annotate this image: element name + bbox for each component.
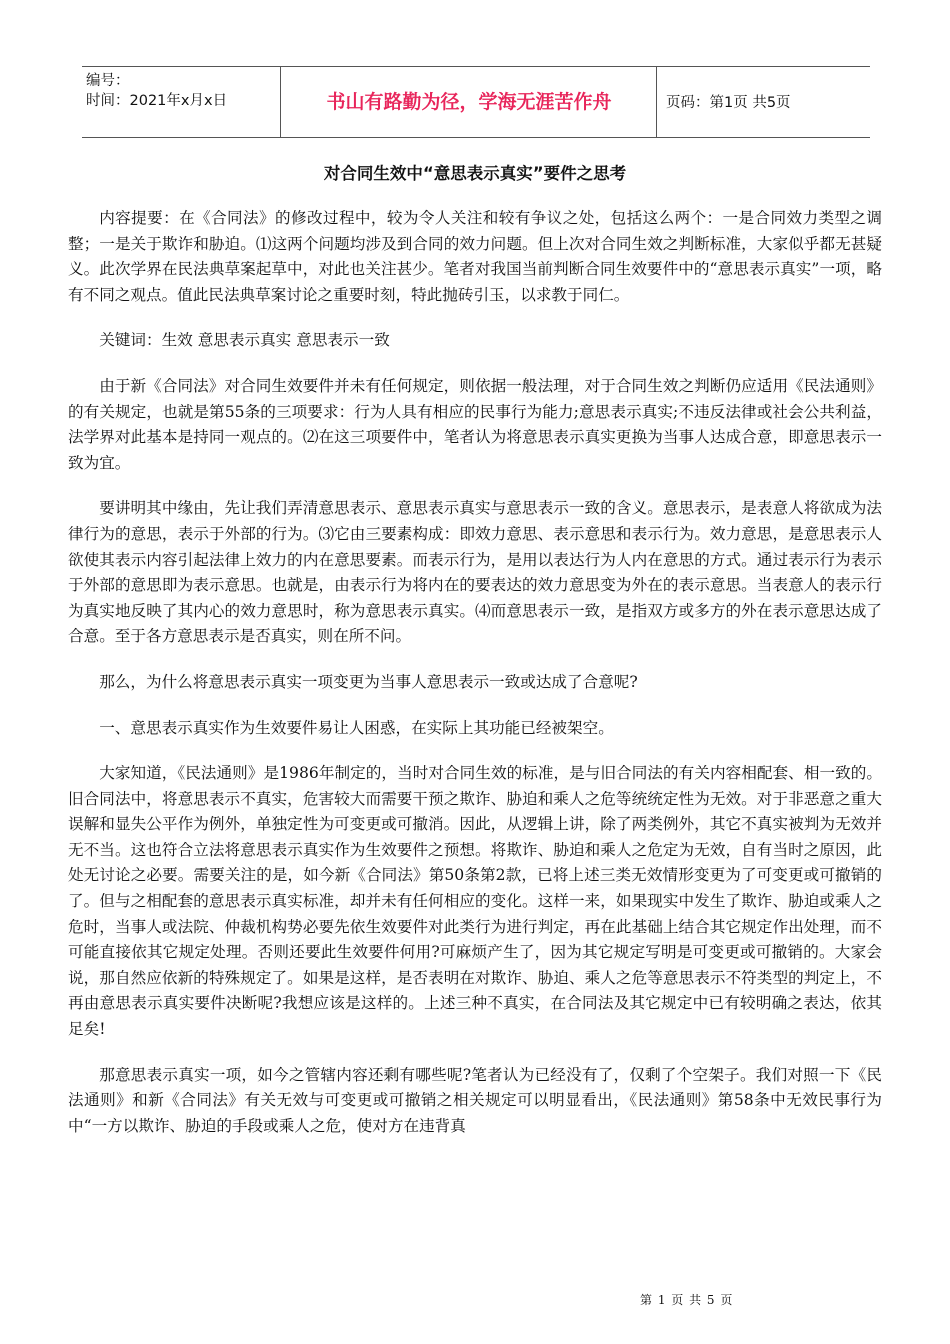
date-label: 时间：2021年x月x日: [86, 93, 228, 109]
body-paragraph: 那意思表示真实一项，如今之管辖内容还剩有哪些呢?笔者认为已经没有了，仅剩了个空架子。我们对照一下《民法通则》和新《合同法》有关无效与可变更或可撤销之相关规定可以明显看出，《民法通则》第58条中无效民事行为中“一方以欺诈、胁迫的手段或乘人之危，使对方在违背真: [68, 1065, 882, 1135]
section-heading: 一、意思表示真实作为生效要件易让人困惑，在实际上其功能已经被架空。: [99, 718, 614, 737]
page-footer: 第 1 页 共 5 页: [640, 1293, 734, 1307]
number-label: 编号：: [86, 73, 130, 89]
header-page-info: 页码：第1页 共5页: [666, 95, 791, 111]
header-slogan: 书山有路勤为径，学海无涯苦作舟: [326, 91, 612, 113]
document-title: 对合同生效中“意思表示真实”要件之思考: [323, 164, 627, 183]
document-body: [68, 206, 882, 1159]
body-paragraph: 要讲明其中缘由，先让我们弄清意思表示、意思表示真实与意思表示一致的含义。意思表示，是表意人将欲成为法律行为的意思，表示于外部的行为。⑶它由三要素构成：即效力意思、表示意思和表示行为。效力意思，是意思表示人欲使其表示内容引起法律上效力的内在意思要素。而表示行为，是用以表达行为人内在意思的方式。通过表示行为表示于外部的意思即为表示意思。也就是，由表示行为将内在的要表达的效力意思变为外在的表示意思。当表意人的表示行为真实地反映了其内心的效力意思时，称为意思表示真实。⑷而意思表示一致，是指双方或多方的外在表示意思达成了合意。至于各方意思表示是否真实，则在所不问。: [68, 499, 882, 646]
body-paragraph: 由于新《合同法》对合同生效要件并未有任何规定，则依据一般法理，对于合同生效之判断仍应适用《民法通则》的有关规定，也就是第55条的三项要求：行为人具有相应的民事行为能力;意思表示真实;不违反法律或社会公共利益，法学界对此基本是持同一观点的。⑵在这三项要件中，笔者认为将意思表示真实更换为当事人达成合意，即意思表示一致为宜。: [68, 376, 882, 472]
header-divider: [280, 67, 281, 137]
header-meta: [86, 71, 276, 111]
body-paragraph: 大家知道，《民法通则》是1986年制定的，当时对合同生效的标准，是与旧合同法的有关内容相配套、相一致的。旧合同法中，将意思表示不真实，危害较大而需要干预之欺诈、胁迫和乘人之危等统统定性为无效。对于非恶意之重大误解和显失公平作为例外，单独定性为可变更或可撤消。因此，从逻辑上讲，除了两类例外，其它不真实被判为无效并无不当。这也符合立法将意思表示真实作为生效要件之预想。将欺诈、胁迫和乘人之危定为无效，自有当时之原因，此处无讨论之必要。需要关注的是，如今新《合同法》第50条第2款，已将上述三类无效情形变更为了可变更或可撤销的了。但与之相配套的意思表示真实标准，却并未有任何相应的变化。这样一来，如果现实中发生了欺诈、胁迫或乘人之危时，当事人或法院、仲裁机构势必要先依生效要件对此类行为进行判定，再在此基础上结合其它规定作出处理，而不可能直接依其它规定处理。否则还要此生效要件何用?可麻烦产生了，因为其它规定写明是可变更或可撤销的。大家会说，那自然应依新的特殊规定了。如果是这样，是否表明在对欺诈、胁迫、乘人之危等意思表示不符类型的判定上，不再由意思表示真实要件决断呢?我想应该是这样的。上述三种不真实，在合同法及其它规定中已有较明确之表达，依其足矣!: [68, 764, 882, 1039]
abstract-paragraph: 内容提要：在《合同法》的修改过程中，较为令人关注和较有争议之处，包括这么两个：一是合同效力类型之调整；一是关于欺诈和胁迫。⑴这两个问题均涉及到合同的效力问题。但上次对合同生效之判断标准，大家似乎都无甚疑义。此次学界在民法典草案起草中，对此也关注甚少。笔者对我国当前判断合同生效要件中的“意思表示真实”一项，略有不同之观点。值此民法典草案讨论之重要时刻，特此抛砖引玉，以求教于同仁。: [68, 209, 882, 304]
body-paragraph: 那么，为什么将意思表示真实一项变更为当事人意思表示一致或达成了合意呢?: [99, 672, 638, 691]
header-divider: [656, 67, 657, 137]
keywords-paragraph: 关键词：生效 意思表示真实 意思表示一致: [99, 331, 390, 350]
header-table: [82, 66, 870, 138]
